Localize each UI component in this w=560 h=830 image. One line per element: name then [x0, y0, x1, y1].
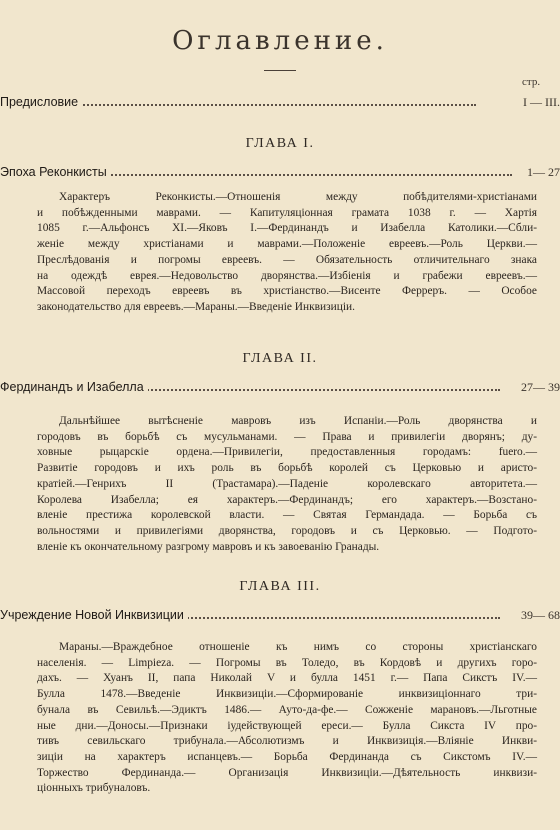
- page-title: Оглавление.: [172, 26, 388, 56]
- toc-entry-pages: 1— 27: [521, 165, 560, 180]
- toc-entry-pages: 39— 68: [515, 608, 560, 623]
- toc-entry-pages: I — III.: [517, 95, 560, 110]
- summary-line: Булла 1478.—Введеніе Инквизиціи.—Сформированіе инквизиціоннаго три-: [37, 688, 537, 701]
- summary-line: Развитіе городовъ и ихъ роль въ борьбѣ королей съ Церковью и аристо-: [37, 462, 537, 475]
- chapter-heading-2: ГЛАВА II.: [242, 351, 318, 366]
- chapter-summary-3: [37, 640, 537, 797]
- summary-line: ховные рыцарскіе ордена.—Привилегіи, предоставленныя городамъ: fuero.—: [37, 446, 537, 459]
- summary-line: Массовой переходъ евреевъ въ христіанство.—Висенте Ферреръ. — Особое: [37, 285, 537, 298]
- summary-line: зиціи на характеръ испанцевъ.— Борьба Фердинанда съ Сикстомъ IV.—: [37, 750, 537, 763]
- summary-line: женіе между христіанами и маврами.—Положеніе евреевъ.—Роль Церкви.—: [37, 238, 537, 251]
- title-divider: [264, 70, 296, 71]
- toc-entry-chapter-3[interactable]: [0, 608, 560, 628]
- toc-entry-name: Эпоха Реконкисты: [0, 165, 111, 179]
- summary-line: Мараны.—Враждебное отношеніе къ нимъ со стороны христіанскаго: [59, 641, 537, 653]
- summary-line: тивъ севильскаго трибунала.—Абсолютизмъ и Инквизиція.—Вліяніе Инкви-: [37, 735, 537, 748]
- summary-line: Торжество Фердинанда.— Организація Инквизиціи.—Дѣятельность инквизи-: [37, 766, 537, 779]
- summary-line: ціонныхъ трибуналовъ.: [37, 782, 151, 795]
- chapter-heading-3: ГЛАВА III.: [239, 579, 321, 594]
- summary-line: 1085 г.—Альфонсъ XI.—Яковъ I.—Фердинандъ и Изабелла Католики.—Сбли-: [37, 222, 537, 235]
- toc-entry-name: Предисловие: [0, 95, 82, 109]
- summary-line: вленіе престижа королевской власти. — Святая Германдада. — Борьба съ: [37, 509, 537, 522]
- summary-line: Преслѣдованія и погромы евреевъ. — Обязательность отличительнаго знака: [37, 253, 537, 266]
- summary-line: ные дни.—Доносы.—Признаки іудействующей ереси.— Булла Сикста IV про-: [37, 719, 537, 732]
- summary-line: вленіе къ окончательному разгрому мавровъ и къ завоеванію Гранады.: [37, 540, 380, 553]
- summary-line: Королева Изабелла; ея характеръ.—Фердинандъ; его характеръ.—Возстано-: [37, 493, 537, 506]
- chapter-summary-1: [37, 190, 537, 316]
- toc-entry-chapter-1[interactable]: [0, 165, 560, 185]
- summary-line: населенія. — Limpieza. — Погромы въ Толедо, въ Кордовѣ и другихъ горо-: [37, 656, 537, 669]
- toc-entry-pages: 27— 39: [515, 380, 560, 395]
- summary-line: Дальнѣйшее вытѣсненіе мавровъ изъ Испаніи.—Роль дворянства и: [59, 415, 537, 427]
- toc-entry-preface[interactable]: [0, 95, 560, 115]
- summary-line: дахъ. — Хуанъ II, папа Николай V и булла 1451 г.— Папа Сикстъ IV.—: [37, 672, 537, 685]
- summary-line: Характеръ Реконкисты.—Отношенія между побѣдителями-христіанами: [59, 191, 537, 203]
- summary-line: на одеждѣ еврея.—Недовольство дворянства.—Избіенія и грабежи евреевъ.—: [37, 269, 537, 282]
- summary-line: бунала въ Севильѣ.—Эдиктъ 1486.— Ауто-да-фе.— Сожженіе марановъ.—Льготные: [37, 703, 537, 716]
- toc-entry-chapter-2[interactable]: [0, 380, 560, 400]
- summary-line: законодательство для евреевъ.—Мараны.—Введеніе Инквизиціи.: [37, 300, 355, 313]
- chapter-heading-1: ГЛАВА I.: [245, 136, 315, 151]
- summary-line: вольностями и привилегіями дворянства, городовъ и съ Церковью. — Подгото-: [37, 524, 537, 537]
- summary-line: кратіей.—Генрихъ II (Трастамара).—Паденіе королевскаго авторитета.—: [37, 477, 537, 490]
- summary-line: и побѣжденными маврами. — Капитуляціонная грамата 1038 г. — Хартія: [37, 206, 537, 219]
- toc-entry-name: Учреждение Новой Инквизиции: [0, 608, 188, 622]
- toc-entry-name: Фердинандъ и Изабелла: [0, 380, 148, 394]
- page-column-label: стр.: [522, 76, 541, 88]
- chapter-summary-2: [37, 414, 537, 555]
- summary-line: городовъ въ борьбѣ съ мусульманами. — Права и привилегіи дворянъ; ду-: [37, 430, 537, 443]
